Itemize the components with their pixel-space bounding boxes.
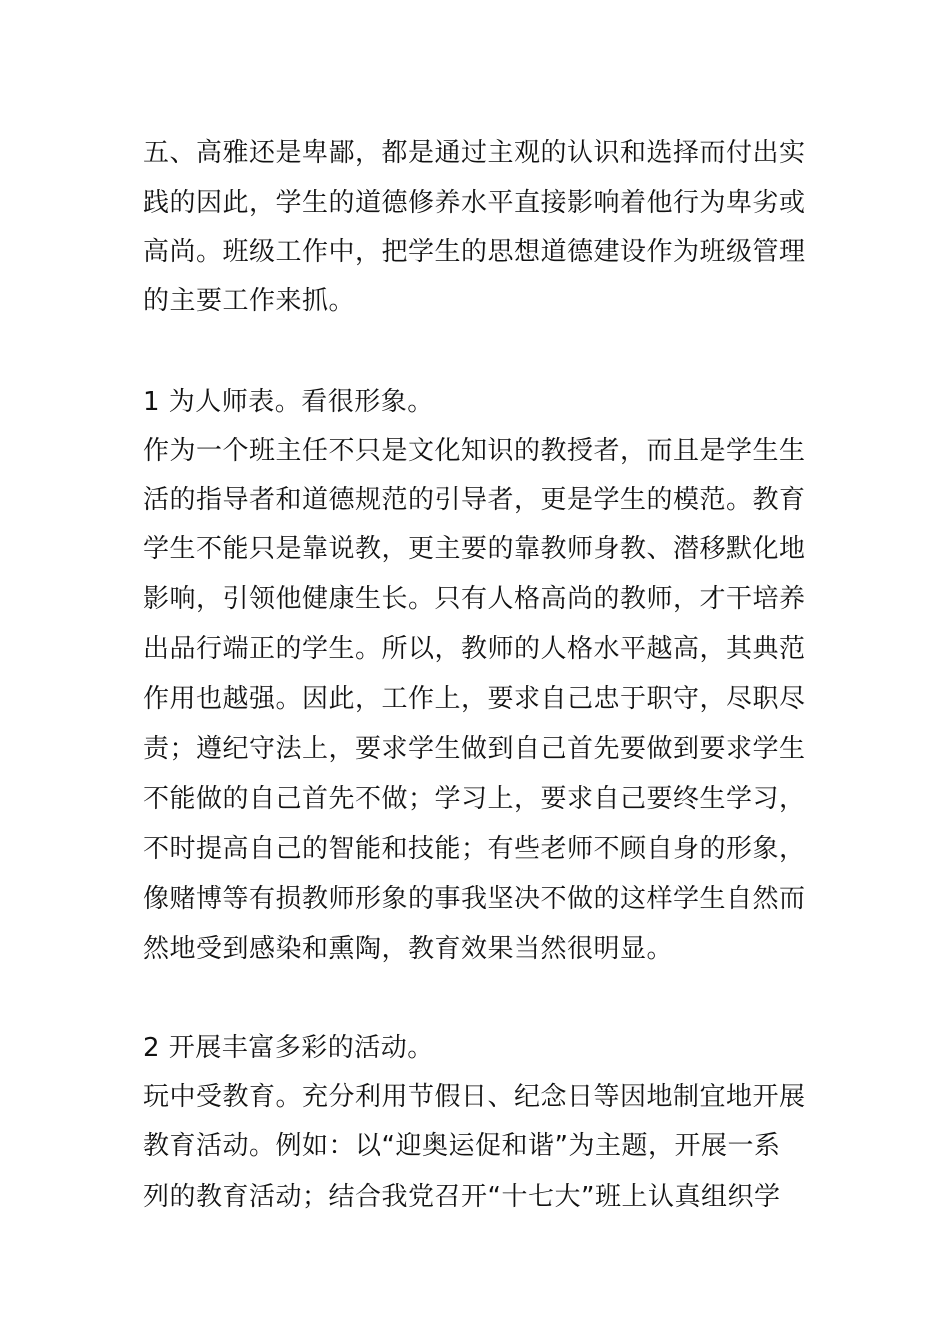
paragraph-line: 影响，引领他健康生长。只有人格高尚的教师，才干培养 <box>143 584 806 614</box>
paragraph-line: 不时提高自己的智能和技能；有些老师不顾自身的形象， <box>143 834 806 864</box>
paragraph-line: 责；遵纪守法上，要求学生做到自己首先要做到要求学生 <box>143 734 806 764</box>
paragraph-line: 教育活动。例如：以“迎奥运促和谐”为主题，开展一系 <box>143 1131 781 1161</box>
paragraph-line: 学生不能只是靠说教，更主要的靠教师身教、潜移默化地 <box>143 534 806 564</box>
paragraph-line: 践的因此，学生的道德修养水平直接影响着他行为卑劣或 <box>143 188 806 218</box>
paragraph-line: 不能做的自己首先不做；学习上，要求自己要终生学习， <box>143 784 806 814</box>
paragraph-line: 作为一个班主任不只是文化知识的教授者，而且是学生生 <box>143 436 806 466</box>
paragraph-line: 然地受到感染和熏陶，教育效果当然很明显。 <box>143 934 674 964</box>
paragraph-line: 活的指导者和道德规范的引导者，更是学生的模范。教育 <box>143 485 806 515</box>
paragraph-line: 列的教育活动；结合我党召开“十七大”班上认真组织学 <box>143 1182 781 1212</box>
paragraph-line: 的主要工作来抓。 <box>143 286 356 316</box>
paragraph-line: 出品行端正的学生。所以，教师的人格水平越高，其典范 <box>143 634 806 664</box>
paragraph-line: 像赌博等有损教师形象的事我坚决不做的这样学生自然而 <box>143 884 806 914</box>
item-two-heading: 2 开展丰富多彩的活动。 <box>143 1033 434 1063</box>
paragraph-line: 作用也越强。因此，工作上，要求自己忠于职守，尽职尽 <box>143 684 806 714</box>
item-one-heading: 1 为人师表。看很形象。 <box>143 387 434 417</box>
paragraph-line: 高尚。班级工作中，把学生的思想道德建设作为班级管理 <box>143 237 806 267</box>
paragraph-line: 玩中受教育。充分利用节假日、纪念日等因地制宜地开展 <box>143 1082 806 1112</box>
paragraph-line: 五、高雅还是卑鄙，都是通过主观的认识和选择而付出实 <box>143 138 806 168</box>
